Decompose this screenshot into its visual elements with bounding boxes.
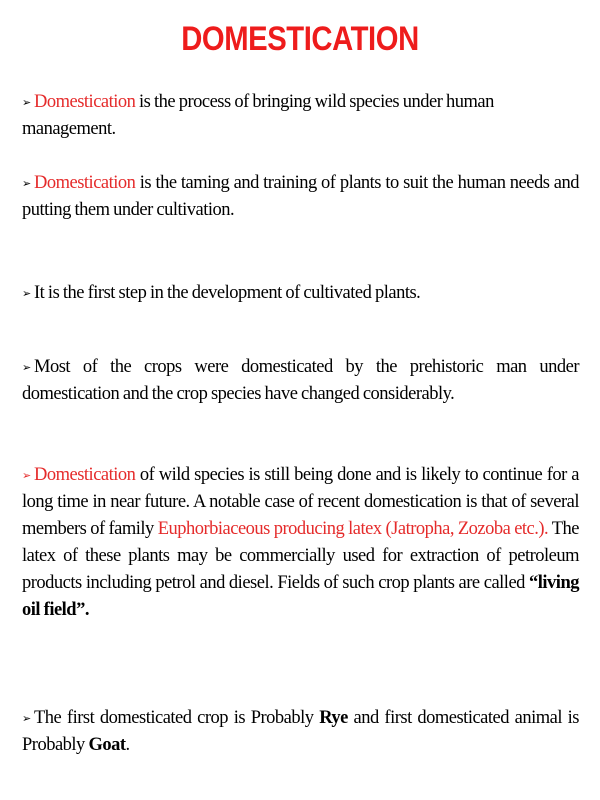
paragraph-recent-domestication [22, 462, 579, 624]
arrow-bullet-icon: ➢ [22, 361, 32, 374]
paragraph-text: Most of the crops were domesticated by the prehistoric man under domestication and the crop species have changed considerably. [22, 357, 579, 404]
paragraph-first-domesticated [22, 705, 579, 759]
arrow-bullet-icon: ➢ [22, 712, 32, 725]
paragraph-text: is the process of bringing wild species under human management. [22, 92, 494, 139]
paragraph-prehistoric [22, 354, 579, 408]
paragraph-text: is the taming and training of plants to suit the human needs and putting them under cultivation. [22, 173, 579, 220]
arrow-bullet-icon: ➢ [22, 96, 32, 109]
highlight-euphorbiaceous: Euphorbiaceous producing latex (Jatropha, Zozoba etc.). [157, 519, 549, 539]
crop-rye: Rye [319, 708, 348, 728]
paragraph-text: and first domesticated animal is Probably [22, 708, 579, 755]
paragraph-text: of wild species is still being done and is likely to continue for a long time in near future. A notable case of recent domestication is that of several members of family [22, 465, 579, 539]
paragraph-text: It is the first step in the development of cultivated plants. [34, 283, 421, 303]
living-oil-field-phrase: “living oil field”. [22, 573, 579, 620]
paragraph-first-step [22, 280, 579, 307]
term-domestication: Domestication [34, 173, 136, 193]
paragraph-text: The latex of these plants may be commercially used for extraction of petroleum products including petrol and diesel. Fields of such crop plants are called [22, 519, 580, 593]
paragraph-definition-2 [22, 170, 579, 224]
animal-goat: Goat [88, 735, 126, 755]
arrow-bullet-icon: ➢ [22, 287, 32, 300]
paragraph-text: . [125, 735, 130, 755]
paragraph-text: The first domesticated crop is Probably [34, 708, 320, 728]
term-domestication: Domestication [34, 465, 136, 485]
term-domestication: Domestication [34, 92, 136, 112]
arrow-bullet-icon: ➢ [22, 469, 32, 482]
arrow-bullet-icon: ➢ [22, 177, 32, 190]
page-title: DOMESTICATION [181, 20, 419, 58]
paragraph-definition-1 [22, 89, 579, 143]
